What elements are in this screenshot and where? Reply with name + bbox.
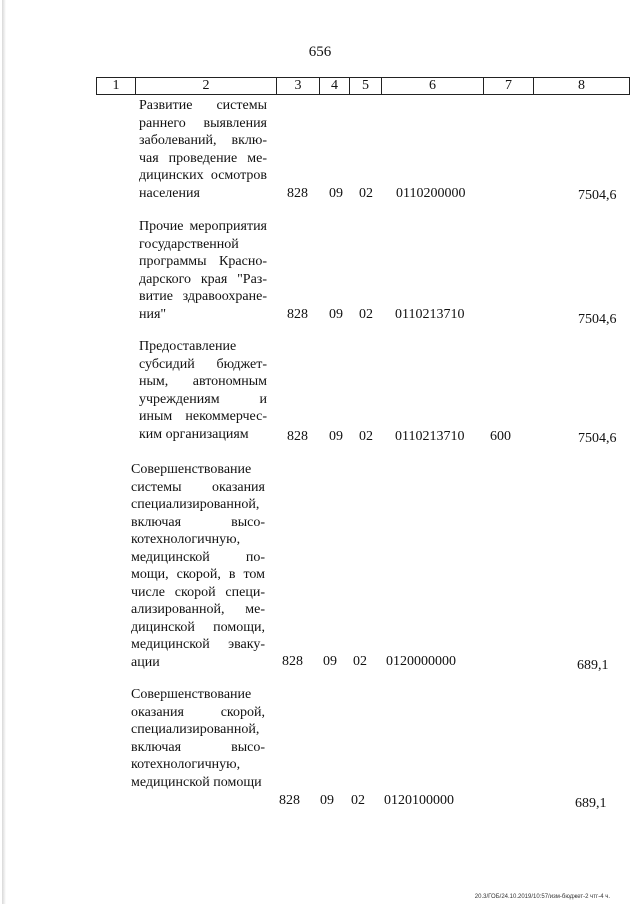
row-col3: 828: [287, 307, 308, 322]
row-col5: 02: [353, 654, 367, 669]
row-col4: 09: [323, 654, 337, 669]
row-col6: 0110213710: [395, 429, 465, 444]
row-col4: 09: [320, 793, 334, 808]
row-col6: 0110200000: [396, 186, 466, 201]
row-col5: 02: [359, 429, 373, 444]
page-number: 656: [308, 44, 332, 60]
row-col4: 09: [329, 307, 343, 322]
header-col-6: 6: [382, 78, 484, 94]
footer-stamp: 20.3/ГОБ/24.10.2019/10:57/изм-бюджет-2 чтг-4 ч.: [474, 894, 610, 900]
row-col7: 600: [490, 429, 511, 444]
header-col-8: 8: [578, 78, 585, 93]
row-col8: 7504,6: [578, 188, 617, 203]
row-description: Прочие мероприятия государственной программы Краснодарского края "Развитие здравоохранения": [139, 219, 267, 322]
row-col8: 689,1: [575, 796, 607, 811]
row-col3: 828: [279, 793, 300, 808]
row-description: Развитие системы раннего выявления заболеваний, включая проведение медицинских осмотров населения: [139, 98, 267, 201]
row-col5: 02: [359, 307, 373, 322]
row-col3: 828: [282, 654, 303, 669]
row-description: Предоставление субсидий бюджетным, автономным учреждениям и иным некоммерческим организациям: [139, 339, 267, 442]
row-col6: 0120100000: [384, 793, 454, 808]
header-col-5: 5: [350, 78, 382, 94]
page-edge-shadow: [2, 0, 6, 904]
row-col5: 02: [351, 793, 365, 808]
header-col-1: 1: [97, 78, 136, 94]
row-col8: 7504,6: [578, 431, 617, 446]
header-col-3: 3: [277, 78, 320, 94]
header-col-4: 4: [320, 78, 350, 94]
row-col8: 7504,6: [578, 312, 617, 327]
row-col3: 828: [287, 429, 308, 444]
header-col-7: 7: [484, 78, 534, 94]
row-description: Совершенствование оказания скорой, специализированной, включая высокотехнологичную, медицинской помощи: [131, 687, 265, 790]
row-col4: 09: [329, 186, 343, 201]
row-col6: 0110213710: [395, 307, 465, 322]
row-col4: 09: [329, 429, 343, 444]
header-col-2: 2: [136, 78, 277, 94]
row-col6: 0120000000: [386, 654, 456, 669]
table-header-row: [96, 77, 630, 95]
row-col8: 689,1: [577, 658, 609, 673]
row-col5: 02: [359, 186, 373, 201]
row-col3: 828: [287, 186, 308, 201]
row-description: Совершенствование системы оказания специализированной, включая высокотехнологичную, медицинской помощи, скорой, в том числе скорой специализированной, медицинской помощи, медицинской эвакуации: [131, 462, 265, 670]
